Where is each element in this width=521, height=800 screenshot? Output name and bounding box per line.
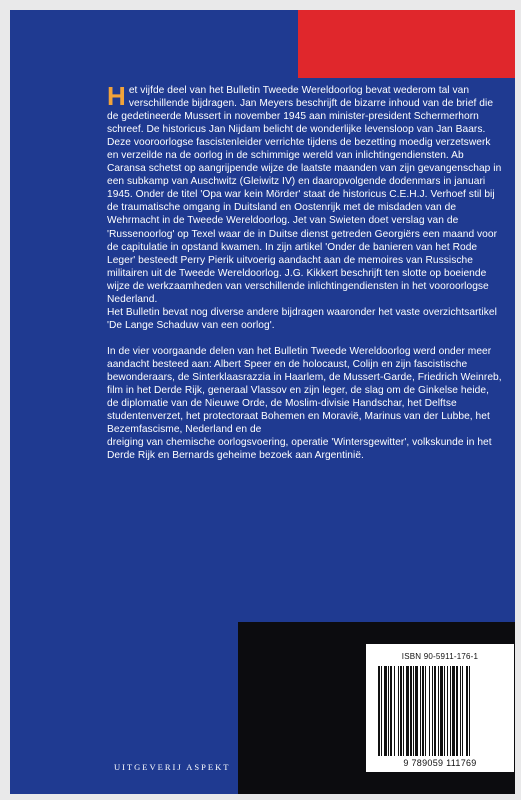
isbn-label: ISBN 90-5911-176-1: [401, 652, 479, 661]
blurb-text: [107, 81, 502, 462]
previous-volumes-paragraph-continued: dreiging van chemische oorlogsvoering, operatie 'Wintersgewitter', volkskunde in het Derde Rijk en Bernards geheime bezoek aan Argentinië.: [107, 437, 492, 462]
barcode-digits: 9 789059 111769: [403, 758, 477, 768]
intro-paragraph-text: et vijfde deel van het Bulletin Tweede Wereldoorlog bevat wederom tal van verschillende bijdragen. Jan Meyers beschrijft de bizarre inhoud van de brief die de gedetineerde Mussert in november 1945 aan minister-president Schermerhorn schreef. De historicus Jan Nijdam belicht de wonderlijke levensloop van Jan Baars. Deze vooroorlogse fascistenleider verrichte tijdens de bezetting moedig verzetswerk en verzeilde na de oorlog in de schimmige wereld van inlichtingendiensten. Ab Caransa schetst op aangrijpende wijze de laatste maanden van zijn gevangenschap in een subkamp van Auschwitz (Gleiwitz IV) en daaropvolgende dodenmars in januari 1945. Onder de titel 'Opa war kein Mörder' staat de historicus C.E.H.J. Verhoef stil bij de traumatische omgang in Duitsland en Oostenrijk met de misdaden van de Wehrmacht in de Tweede Wereldoorlog. Jet van Swieten doet verslag van de 'Russenoorlog' op Texel waar de in Duitse dienst getreden Georgiërs een maand voor de capitulatie in opstand kwamen. In zijn artikel 'Onder de banieren van het Rode Leger' besteedt Perry Pierik uitvoerig aandacht aan de memoires van Russische militairen uit de Tweede Wereldoorlog. J.G. Kikkert beschrijft ten slotte op boeiende wijze de werkzaamheden van verschillende inlichtingendiensten in het vooroorlogse Nederland.: [107, 85, 502, 305]
drop-cap: H: [107, 81, 126, 111]
bulletin-paragraph: Het Bulletin bevat nog diverse andere bijdragen waaronder het vaste overzichtsartikel 'De Lange Schaduw van een oorlog'.: [107, 306, 497, 331]
previous-volumes-paragraph: In de vier voorgaande delen van het Bulletin Tweede Wereldoorlog werd onder meer aandacht besteed aan: Albert Speer en de holocaust, Colijn en zijn fascistische bewonderaars, de Sinterklaasrazzia in Haarlem, de Mussert-Garde, Friedrich Weinreb, film in het Derde Rijk, generaal Vlassov en zijn leger, de slag om de Ginkelse heide, de diplomatie van de Nieuwe Orde, de Moslim-divisie Handschar, het Delftse studentenverzet, het protectoraat Bohemen en Moravië, Marinus van der Lubbe, het Bezemfascisme, Nederland en de: [107, 345, 502, 436]
publisher-name: UITGEVERIJ ASPEKT: [114, 762, 231, 772]
red-accent-bar: [298, 10, 515, 78]
barcode-box: [366, 644, 514, 772]
back-cover: [10, 10, 515, 794]
barcode-image: [376, 666, 504, 756]
intro-paragraph: [107, 81, 502, 306]
